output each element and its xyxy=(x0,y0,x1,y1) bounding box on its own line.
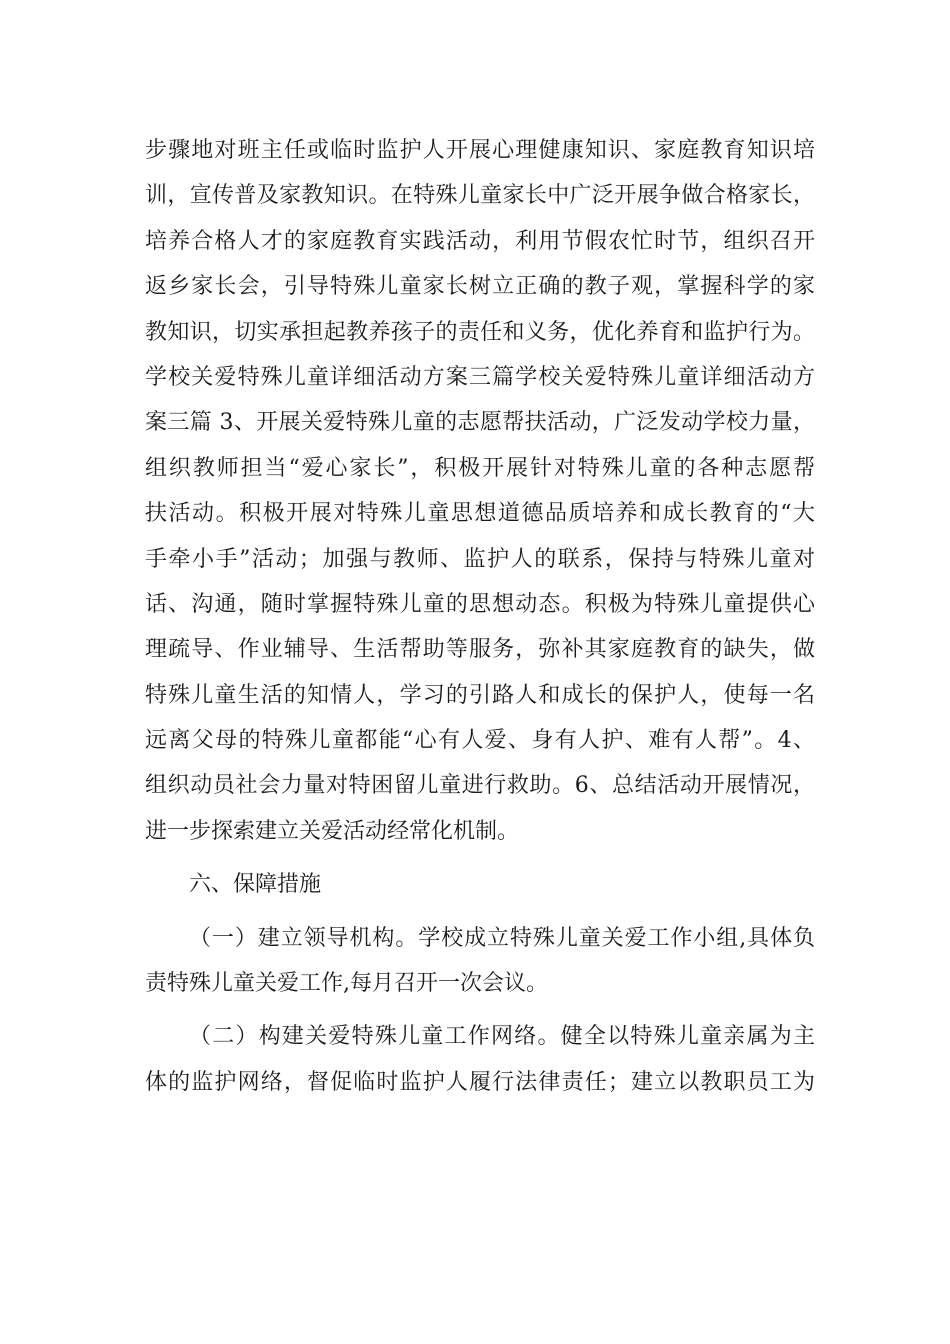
text-line: 特殊儿童生活的知情人，学习的引路人和成长的保护人，使每一名 xyxy=(145,682,815,708)
text-line: （二）构建关爱特殊儿童工作网络。健全以特殊儿童亲属为主 xyxy=(189,1024,815,1050)
text-line: 远离父母的特殊儿童都能“心有人爱、身有人护、难有人帮”。4、 xyxy=(145,728,815,754)
paragraph-care-activities xyxy=(145,128,815,854)
text-line: 学校关爱特殊儿童详细活动方案三篇学校关爱特殊儿童详细活动方 xyxy=(145,364,815,390)
text-line: （一）建立领导机构。学校成立特殊儿童关爱工作小组,具体负 xyxy=(189,925,815,951)
text-line: 教知识，切实承担起教养孩子的责任和义务，优化养育和监护行为。 xyxy=(145,319,815,345)
text-line: 体的监护网络，督促临时监护人履行法律责任；建立以教职员工为 xyxy=(145,1069,815,1095)
section-heading-safeguards: 六、保障措施 xyxy=(189,872,322,898)
text-line: 组织动员社会力量对特困留儿童进行救助。6、总结活动开展情况， xyxy=(145,773,815,799)
text-line: 理疏导、作业辅导、生活帮助等服务，弥补其家庭教育的缺失，做 xyxy=(145,637,815,663)
paragraph-leadership-body xyxy=(145,916,815,1007)
text-line: 返乡家长会，引导特殊儿童家长树立正确的教子观，掌握科学的家 xyxy=(145,274,815,300)
text-line: 进一步探索建立关爱活动经常化机制。 xyxy=(145,818,520,844)
text-line: 扶活动。积极开展对特殊儿童思想道德品质培养和成长教育的“大 xyxy=(145,501,815,527)
text-line: 步骤地对班主任或临时监护人开展心理健康知识、家庭教育知识培 xyxy=(145,138,815,163)
text-line: 培养合格人才的家庭教育实践活动，利用节假农忙时节，组织召开 xyxy=(145,228,815,254)
text-line: 案三篇 3、开展关爱特殊儿童的志愿帮扶活动，广泛发动学校力量， xyxy=(145,410,815,436)
text-line: 责特殊儿童关爱工作,每月召开一次会议。 xyxy=(145,971,548,997)
text-line: 话、沟通，随时掌握特殊儿童的思想动态。积极为特殊儿童提供心 xyxy=(145,591,815,617)
document-body xyxy=(145,128,815,1105)
text-line: 训，宣传普及家教知识。在特殊儿童家长中广泛开展争做合格家长， xyxy=(145,183,815,209)
paragraph-care-network xyxy=(145,1014,815,1105)
text-line: 组织教师担当“爱心家长”，积极开展针对特殊儿童的各种志愿帮 xyxy=(145,455,815,481)
text-line: 手牵小手”活动；加强与教师、监护人的联系，保持与特殊儿童对 xyxy=(145,546,815,572)
